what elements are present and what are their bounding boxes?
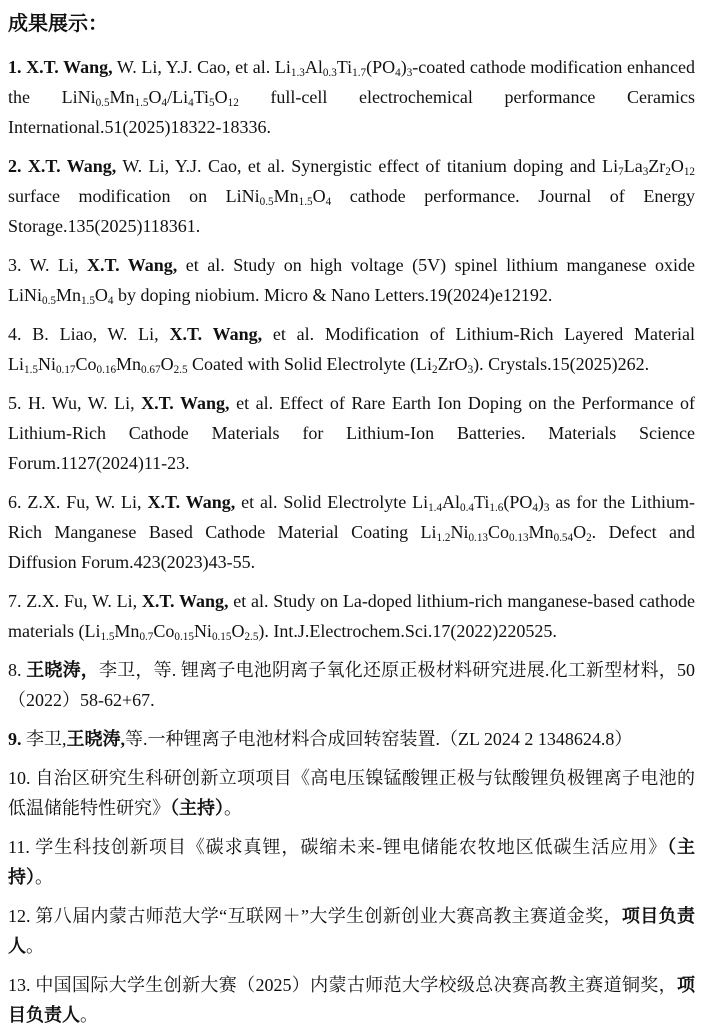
body-text: Ti [193,87,210,107]
body-text: Al [442,492,461,512]
body-text: 3. W. Li, [8,255,87,275]
formula-subscript: 1.3 [290,66,305,79]
body-text: O [94,285,108,305]
formula-subscript: 0.7 [139,630,154,643]
formula-subscript: 0.54 [553,531,574,544]
body-text: 7. Z.X. Fu, W. Li, [8,591,142,611]
list-item [8,487,695,577]
achievements-list [8,52,695,1030]
body-text: Mn [109,87,135,107]
body-text: Ti [474,492,490,512]
list-item [8,763,695,823]
formula-subscript: 2.5 [244,630,259,643]
body-text: Mn [114,621,140,641]
list-item [8,724,695,754]
formula-subscript: 1.2 [436,531,451,544]
formula-subscript: 12 [683,165,695,178]
body-text: et al. Solid Electrolyte Li [235,492,429,512]
emphasized-text: 2. X.T. Wang, [8,156,117,176]
formula-subscript: 1.5 [298,195,313,208]
formula-subscript: 2.5 [173,363,188,376]
body-text: cathode performance. Journal of Energy Storage.135(2025)118361. [8,186,696,236]
body-text: (PO [366,57,396,77]
body-text: . Defect and Diffusion Forum.423(2023)43-55. [8,522,695,572]
formula-subscript: 2 [665,165,671,178]
emphasized-text: 王晓涛, [66,729,125,749]
formula-subscript: 0.4 [460,501,474,514]
formula-subscript: 4 [325,195,332,208]
formula-subscript: 0.16 [96,363,117,376]
formula-subscript: 0.13 [468,531,488,544]
body-text: 。 [35,867,53,887]
formula-subscript: 1.4 [428,501,443,514]
body-text: Mn [116,354,142,374]
body-text: 11. 学生科技创新项目《碳求真锂，碳缩未来-锂电储能农牧地区低碳生活应用》 [8,837,668,857]
body-text: /Li [167,87,189,107]
body-text: 8. [8,660,27,680]
body-text: et al. Effect of Rare Earth Ion Doping on the Performance of Lithium-Rich Cathode Materials for Lithium-Ion Batteries. Materials Science Forum.1127(2024)11-23. [8,393,695,473]
body-text: 。 [224,798,242,818]
formula-subscript: 0.15 [174,630,194,643]
formula-subscript: 7 [618,165,624,178]
body-text: ) [400,57,407,77]
body-text: et al. Study on high voltage (5V) spinel lithium manganese oxide LiNi [8,255,695,305]
formula-subscript: 2 [431,363,438,376]
body-text: ). Crystals.15(2025)262. [473,354,650,374]
body-text: O [148,87,162,107]
body-text: 10. 自治区研究生科研创新立项项目《高电压镍锰酸锂正极与钛酸锂负极锂离子电池的低温储能特性研究》 [8,768,695,818]
body-text: Mn [55,285,81,305]
formula-subscript: 12 [227,96,239,109]
body-text: 李卫, [21,729,67,749]
body-text: O [573,522,587,542]
list-item [8,970,695,1030]
body-text: surface modification on LiNi [8,186,260,206]
body-text: (PO [503,492,533,512]
body-text: O [231,621,245,641]
formula-subscript: 4 [188,96,194,109]
list-item [8,319,695,379]
body-text: 。 [26,936,44,956]
formula-subscript: 0.5 [259,195,274,208]
body-text: et al. Modification of Lithium-Rich Layered Material Li [8,324,696,374]
emphasized-text: 项目负责人 [8,975,695,1025]
list-item [8,832,695,892]
body-text: -coated cathode modification enhanced the LiNi [8,57,695,107]
formula-subscript: 4 [395,66,401,79]
formula-subscript: 0.5 [95,96,110,109]
body-text: Coated with Solid Electrolyte (Li [187,354,432,374]
body-text: Ti [336,57,353,77]
emphasized-text: （主持） [170,798,224,818]
list-item [8,901,695,961]
formula-subscript: 0.67 [141,363,161,376]
emphasized-text: X.T. Wang, [86,255,178,275]
body-text: ZrO [437,354,468,374]
formula-subscript: 1.5 [100,630,115,643]
body-text: ) [537,492,544,512]
formula-subscript: 5 [209,96,215,109]
formula-subscript: 3 [406,66,413,79]
formula-subscript: 1.5 [80,294,95,307]
body-text: Mn [273,186,299,206]
body-text: Co [153,621,175,641]
emphasized-text: 项目负责人 [8,906,695,956]
body-text: as for the Lithium-Rich Manganese Based Cathode Material Coating Li [8,492,696,542]
body-text: 等.一种锂离子电池材料合成回转窑装置.（ZL 2024 2 1348624.8） [125,729,633,749]
formula-subscript: 3 [642,165,649,178]
body-text: Mn [528,522,554,542]
emphasized-text: X.T. Wang, [169,324,263,344]
body-text: Al [304,57,323,77]
emphasized-text: X.T. Wang, [141,393,230,413]
list-item [8,250,695,310]
formula-subscript: 1.6 [489,501,504,514]
body-text: W. Li, Y.J. Cao, et al. Synergistic effect of titanium doping and Li [116,156,619,176]
body-text: La [623,156,643,176]
formula-subscript: 0.3 [322,66,337,79]
emphasized-text: 王晓涛， [26,660,99,680]
formula-subscript: 1.5 [134,96,149,109]
body-text: 13. 中国国际大学生创新大赛（2025）内蒙古师范大学校级总决赛高教主赛道铜奖， [8,975,677,995]
body-text: Ni [37,354,56,374]
list-item [8,151,695,241]
formula-subscript: 4 [532,501,538,514]
body-text: O [312,186,326,206]
body-text: 。 [80,1005,98,1025]
body-text: Ni [450,522,469,542]
body-text: W. Li, Y.J. Cao, et al. Li [112,57,291,77]
formula-subscript: 0.13 [509,531,529,544]
formula-subscript: 4 [161,96,168,109]
list-item [8,52,695,142]
body-text: et al. Study on La-doped lithium-rich manganese-based cathode materials (Li [8,591,695,641]
formula-subscript: 0.17 [55,363,76,376]
body-text: Ni [193,621,212,641]
formula-subscript: 0.15 [211,630,232,643]
body-text: 4. B. Liao, W. Li, [8,324,170,344]
body-text: O [670,156,684,176]
emphasized-text: 9. [8,729,22,749]
formula-subscript: 3 [543,501,550,514]
formula-subscript: 1.7 [352,66,367,79]
body-text: 12. 第八届内蒙古师范大学“互联网＋”大学生创新创业大赛高教主赛道金奖， [8,906,622,926]
formula-subscript: 2 [586,531,592,544]
body-text: ). Int.J.Electrochem.Sci.17(2022)220525. [258,621,557,641]
formula-subscript: 3 [467,363,474,376]
body-text: 5. H. Wu, W. Li, [8,393,142,413]
body-text: Co [488,522,510,542]
body-text: 6. Z.X. Fu, W. Li, [8,492,148,512]
body-text: 李卫，等. 锂离子电池阴离子氧化还原正极材料研究进展.化工新型材料，50（2022）58-62+67. [8,660,696,710]
emphasized-text: 1. X.T. Wang, [8,57,113,77]
emphasized-text: （主持） [8,837,695,887]
body-text: Co [75,354,97,374]
list-item [8,655,695,715]
list-item [8,586,695,646]
body-text: full-cell electrochemical performance Ceramics International.51(2025)18322-18336. [8,87,695,137]
body-text: O [214,87,228,107]
body-text: Zr [648,156,666,176]
body-text: O [160,354,174,374]
formula-subscript: 1.5 [24,363,38,376]
list-item [8,388,695,478]
formula-subscript: 4 [107,294,114,307]
emphasized-text: X.T. Wang, [147,492,236,512]
emphasized-text: X.T. Wang, [141,591,229,611]
formula-subscript: 0.5 [42,294,56,307]
page-title: 成果展示： [8,13,108,35]
body-text: by doping niobium. Micro & Nano Letters.19(2024)e12192. [113,285,553,305]
